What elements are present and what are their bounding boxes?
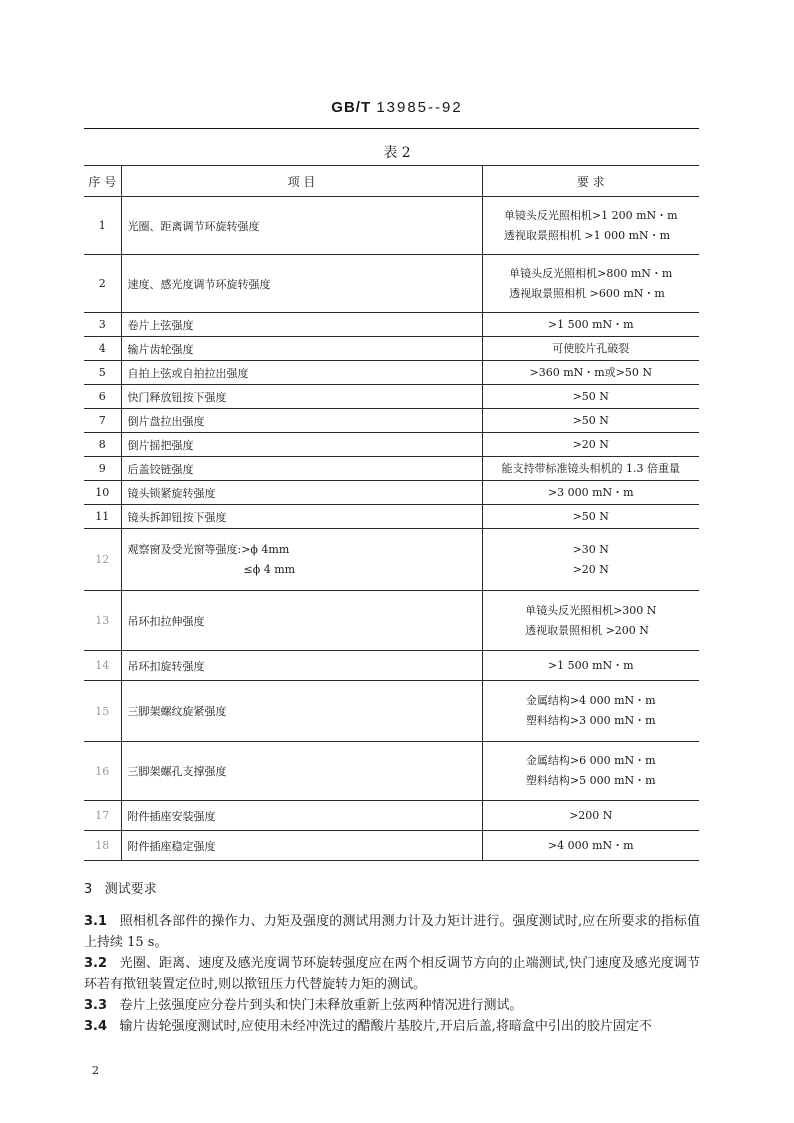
table-row — [84, 481, 699, 505]
row-item: 附件插座安装强度 — [121, 801, 482, 831]
page-number: 2 — [92, 1064, 99, 1077]
requirement-line: >1 500 mN・m — [547, 317, 634, 331]
requirement-line: 单镜头反光照相机>800 mN・m — [509, 266, 673, 280]
paragraph-number: 3.2 — [84, 956, 108, 971]
requirement-line: >50 N — [572, 413, 609, 427]
paragraph-text: 照相机各部件的操作力、力矩及强度的测试用测力计及力矩计进行。强度测试时,应在所要求的指标值上持续 15 s。 — [84, 914, 700, 950]
row-item: 速度、感光度调节环旋转强度 — [121, 255, 482, 313]
row-requirement — [482, 255, 699, 313]
paragraph-3-4 — [84, 1016, 700, 1037]
row-requirement — [482, 831, 699, 861]
row-number: 3 — [84, 313, 121, 337]
paragraph-text: 卷片上弦强度应分卷片到头和快门未释放重新上弦两种情况进行测试。 — [119, 998, 523, 1013]
row-number: 4 — [84, 337, 121, 361]
requirement-line: 塑料结构>5 000 mN・m — [525, 774, 656, 787]
table-row — [84, 529, 699, 591]
table-row — [84, 831, 699, 861]
row-item: 倒片摇把强度 — [121, 433, 482, 457]
requirement-line: >200 N — [569, 808, 613, 822]
row-item: 附件插座稳定强度 — [121, 831, 482, 861]
row-requirement — [482, 681, 699, 742]
table-row — [84, 337, 699, 361]
paragraph-number: 3.4 — [84, 1019, 108, 1034]
row-number: 1 — [84, 197, 121, 255]
table-row — [84, 457, 699, 481]
row-number: 16 — [84, 742, 121, 801]
row-item: 吊环扣旋转强度 — [121, 651, 482, 681]
row-number: 13 — [84, 591, 121, 651]
row-number: 17 — [84, 801, 121, 831]
paragraph-text: 输片齿轮强度测试时,应使用未经冲洗过的醋酸片基胶片,开启后盖,将暗盒中引出的胶片固定不 — [119, 1019, 652, 1034]
table-row — [84, 385, 699, 409]
table-row — [84, 651, 699, 681]
requirement-line: >20 N — [572, 562, 609, 576]
requirement-line: >360 mN・m或>50 N — [529, 365, 653, 379]
table-row — [84, 313, 699, 337]
row-item — [121, 529, 482, 591]
row-item: 镜头锁紧旋转强度 — [121, 481, 482, 505]
requirement-line: 单镜头反光照相机>1 200 mN・m — [503, 208, 678, 222]
requirement-line: 金属结构>4 000 mN・m — [525, 694, 656, 707]
section-heading — [84, 878, 157, 897]
requirement-line: 透视取景照相机 >1 000 mN・m — [503, 228, 671, 242]
col-header-item: 项 目 — [121, 166, 482, 197]
row-number: 9 — [84, 457, 121, 481]
row-requirement — [482, 801, 699, 831]
table-row — [84, 361, 699, 385]
table-row — [84, 801, 699, 831]
table-title: 表 2 — [383, 145, 411, 161]
row-item: 倒片盘拉出强度 — [121, 409, 482, 433]
row-number: 2 — [84, 255, 121, 313]
table-row — [84, 433, 699, 457]
row-number: 8 — [84, 433, 121, 457]
paragraph-text: 光圈、距离、速度及感光度调节环旋转强度应在两个相反调节方向的止端测试,快门速度及感光度调节环若有揿钮装置定位时,则以揿钮压力代替旋转力矩的测试。 — [84, 956, 700, 992]
row-item: 输片齿轮强度 — [121, 337, 482, 361]
row-number: 7 — [84, 409, 121, 433]
row-requirement — [482, 505, 699, 529]
requirement-line: 透视取景照相机 >200 N — [525, 623, 649, 637]
requirement-line: 单镜头反光照相机>300 N — [525, 603, 657, 617]
requirement-line: 塑料结构>3 000 mN・m — [525, 714, 656, 727]
row-number: 14 — [84, 651, 121, 681]
row-number: 15 — [84, 681, 121, 742]
row-item: 吊环扣拉伸强度 — [121, 591, 482, 651]
header-rule — [84, 128, 699, 129]
row-item: 快门释放钮按下强度 — [121, 385, 482, 409]
row-item: 镜头拆卸钮按下强度 — [121, 505, 482, 529]
row-requirement — [482, 591, 699, 651]
col-header-no: 序 号 — [84, 166, 121, 197]
row-item: 卷片上弦强度 — [121, 313, 482, 337]
requirement-line: 可使胶片孔破裂 — [552, 341, 630, 355]
requirement-line: >1 500 mN・m — [547, 658, 634, 672]
row-item: 光圈、距离调节环旋转强度 — [121, 197, 482, 255]
row-item: 后盖铰链强度 — [121, 457, 482, 481]
row-requirement — [482, 651, 699, 681]
table-row — [84, 505, 699, 529]
row-requirement — [482, 457, 699, 481]
requirement-line: 透视取景照相机 >600 mN・m — [509, 286, 665, 300]
row-requirement — [482, 361, 699, 385]
row-requirement — [482, 742, 699, 801]
row-item-line: 观察窗及受光窗等强度:>ϕ 4mm — [127, 542, 290, 556]
row-number: 5 — [84, 361, 121, 385]
paragraph-3-2 — [84, 953, 700, 995]
row-item: 三脚架螺纹旋紧强度 — [121, 681, 482, 742]
table-row — [84, 681, 699, 742]
spec-table — [84, 165, 699, 861]
row-number: 12 — [84, 529, 121, 591]
row-item-line: ≤ϕ 4 mm — [243, 562, 296, 576]
row-requirement — [482, 197, 699, 255]
paragraph-3-1 — [84, 911, 700, 953]
row-requirement — [482, 481, 699, 505]
table-row — [84, 255, 699, 313]
requirement-line: 金属结构>6 000 mN・m — [525, 754, 656, 767]
table-header-row — [84, 166, 699, 197]
table-row — [84, 197, 699, 255]
requirement-line: >20 N — [572, 437, 609, 451]
row-number: 11 — [84, 505, 121, 529]
row-number: 18 — [84, 831, 121, 861]
section-number: 3 — [84, 882, 93, 897]
row-item: 自拍上弦或自拍拉出强度 — [121, 361, 482, 385]
requirement-line: >4 000 mN・m — [547, 838, 634, 852]
paragraph-number: 3.3 — [84, 998, 108, 1013]
requirement-line: 能支持带标准镜头相机的 1.3 倍重量 — [501, 461, 680, 475]
row-requirement — [482, 385, 699, 409]
standard-header — [0, 99, 794, 116]
row-requirement — [482, 313, 699, 337]
table-row — [84, 591, 699, 651]
requirement-line: >30 N — [572, 542, 609, 556]
section-title: 测试要求 — [104, 882, 157, 897]
paragraph-3-3 — [84, 995, 700, 1016]
row-item: 三脚架螺孔支撑强度 — [121, 742, 482, 801]
requirement-line: >50 N — [572, 509, 609, 523]
requirement-line: >3 000 mN・m — [547, 485, 634, 499]
requirement-line: >50 N — [572, 389, 609, 403]
table-row — [84, 742, 699, 801]
row-requirement — [482, 529, 699, 591]
row-requirement — [482, 337, 699, 361]
table-row — [84, 409, 699, 433]
row-number: 10 — [84, 481, 121, 505]
paragraph-number: 3.1 — [84, 914, 108, 929]
row-requirement — [482, 409, 699, 433]
row-requirement — [482, 433, 699, 457]
row-number: 6 — [84, 385, 121, 409]
standard-prefix: GB/T — [331, 99, 372, 116]
col-header-req: 要 求 — [482, 166, 699, 197]
standard-number: 13985--92 — [376, 99, 463, 116]
